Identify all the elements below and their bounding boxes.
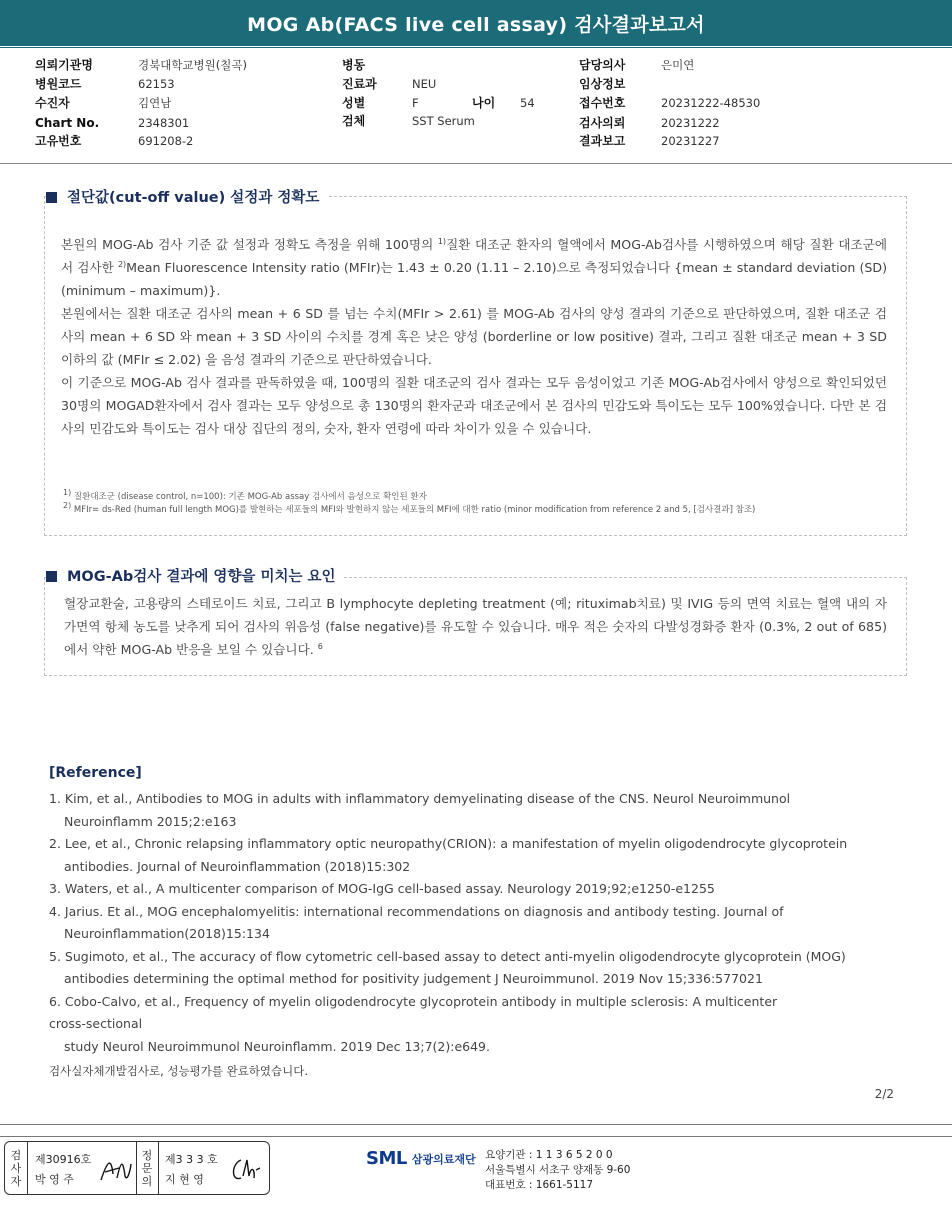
footnote-2 bbox=[63, 501, 756, 517]
reviewer-signature-icon bbox=[227, 1152, 263, 1186]
cutoff-text-1a: 본원의 MOG-Ab 검사 기준 값 설정과 정확도 측정을 위해 100명의 bbox=[61, 237, 438, 252]
org-phone: 대표번호 : 1661-5117 bbox=[485, 1179, 594, 1191]
cutoff-text-1c: Mean Fluorescence Intensity ratio (MFIr)는 1.43 ± 0.20 (1.11 – 2.10)으로 측정되었습니다 {mean ± standard deviation (SD) (minimum – maximum)}. bbox=[61, 260, 887, 298]
section-factors-title-text: MOG-Ab검사 결과에 영향을 미치는 요인 bbox=[67, 569, 336, 585]
reference-item: cross-sectional bbox=[49, 1016, 143, 1031]
signature-box bbox=[4, 1141, 270, 1195]
label-hospital-code: 병원코드 bbox=[35, 77, 82, 91]
footnote-2-text: MFIr= ds-Red (human full length MOG)를 발현하는 세포들의 MFI와 발현하지 않는 세포들의 MFI에 대한 ratio (minor modification from reference 2 and 5, [검사결과] 참조) bbox=[73, 505, 756, 515]
label-unique-no: 고유번호 bbox=[35, 134, 82, 148]
tester-label-char: 검 bbox=[10, 1149, 22, 1162]
signature-divider bbox=[136, 1142, 137, 1194]
value-chart-no: 2348301 bbox=[138, 116, 190, 130]
section-factors-title bbox=[46, 565, 344, 586]
tester-label-char: 자 bbox=[10, 1175, 22, 1188]
reference-item: 5. Sugimoto, et al., The accuracy of flow cytometric cell-based assay to detect anti-myelin oligodendrocyte glycoprotein (MOG) bbox=[49, 948, 846, 964]
value-physician: 은미연 bbox=[661, 58, 695, 72]
reviewer-license-no: 제3 3 3 호 bbox=[165, 1153, 218, 1166]
footer-divider-bottom bbox=[0, 1136, 952, 1137]
value-accession-no: 20231222-48530 bbox=[661, 96, 761, 110]
cutoff-paragraph-2: 본원에서는 질환 대조군 검사의 mean + 6 SD 를 넘는 수치(MFIr > 2.61) 를 MOG-Ab 검사의 양성 결과의 기준으로 판단하였으며, 질환 대조군 검사의 mean + 6 SD 와 mean + 3 SD 사이의 수치를 경계 혹은 낮은 양성 (borderline or low positive) 결과, 그리고 질환 대조군 mean + 3 SD 이하의 값 (MFIr ≤ 2.02) 을 음성 결과의 기준으로 판단하였습니다. bbox=[61, 306, 887, 367]
tester-name: 박 영 주 bbox=[35, 1173, 74, 1186]
footnote-2-mark: 2) bbox=[63, 501, 72, 511]
footer-divider-top bbox=[0, 1124, 952, 1125]
reference-item: 1. Kim, et al., Antibodies to MOG in adults with inflammatory demyelinating disease of the CNS. Neurol Neuroimmunol bbox=[49, 791, 791, 806]
org-name: 삼광의료재단 bbox=[411, 1152, 476, 1166]
tester-license-no: 제30916호 bbox=[35, 1153, 92, 1166]
reference-item: 4. Jarius. Et al., MOG encephalomyelitis: international recommendations on diagnosis and antibody testing. Journal of bbox=[49, 903, 784, 919]
validation-note: 검사실자체개발검사로, 성능평가를 완료하였습니다. bbox=[49, 1064, 309, 1078]
reference-item: study Neurol Neuroimmunol Neuroinflamm. 2019 Dec 13;7(2):e649. bbox=[64, 1038, 490, 1054]
value-unique-no: 691208-2 bbox=[138, 134, 194, 148]
page-number: 2/2 bbox=[874, 1087, 894, 1101]
section-cutoff-title-text: 절단값(cut-off value) 설정과 정확도 bbox=[67, 190, 320, 206]
reference-item: Neuroinflamm 2015;2:e163 bbox=[64, 813, 237, 829]
value-patient: 김연남 bbox=[138, 96, 172, 110]
label-request-date: 검사의뢰 bbox=[579, 116, 626, 130]
label-chart-no: Chart No. bbox=[35, 116, 100, 130]
footnotes bbox=[63, 488, 756, 517]
label-patient: 수진자 bbox=[35, 96, 70, 110]
value-request-date: 20231222 bbox=[661, 116, 720, 130]
cutoff-text-1b: 질환 대조군 환자의 혈액에서 MOG-Ab검사를 시행하였으며 해당 질환 대조군에서 검사한 bbox=[61, 237, 887, 275]
org-info bbox=[485, 1148, 630, 1193]
reference-item: 6. Cobo-Calvo, et al., Frequency of myelin oligodendrocyte glycoprotein antibody in multiple sclerosis: A multicenter bbox=[49, 993, 778, 1009]
footnote-1-mark: 1) bbox=[63, 488, 72, 498]
value-institution: 경북대학교병원(칠곡) bbox=[138, 58, 247, 72]
value-age: 54 bbox=[520, 96, 535, 110]
value-hospital-code: 62153 bbox=[138, 77, 175, 91]
footnote-1 bbox=[63, 488, 755, 504]
reference-item: 2. Lee, et al., Chronic relapsing inflammatory optic neuropathy(CRION): a manifestation of myelin oligodendrocyte glycoprotein bbox=[49, 836, 848, 851]
factors-paragraph bbox=[64, 592, 887, 661]
square-bullet-icon bbox=[46, 571, 57, 582]
org-code: 요양기관 : 1 1 3 6 5 2 0 0 bbox=[485, 1149, 613, 1161]
factors-text: 혈장교환술, 고용량의 스테로이드 치료, 그리고 B lymphocyte depleting treatment (예; rituximab치료) 및 IVIG 등의 면역 치료는 혈액 내의 자가면역 항체 농도를 낮추게 되어 검사의 위음성 (false negative)를 유도할 수 있습니다. 매우 적은 숫자의 다발성경화증 환자 (0.3%, 2 out of 685)에서 약한 MOG-Ab 반응을 보일 수 있습니다. bbox=[64, 596, 887, 657]
reference-item: antibodies. Journal of Neuroinflammation (2018)15:302 bbox=[64, 858, 411, 874]
reference-title: [Reference] bbox=[49, 765, 142, 781]
tester-label bbox=[7, 1149, 25, 1188]
section-factors-body bbox=[64, 592, 887, 661]
label-accession-no: 접수번호 bbox=[579, 96, 626, 110]
org-logo bbox=[366, 1148, 476, 1169]
signature-divider bbox=[158, 1142, 159, 1194]
reference-list bbox=[49, 788, 899, 1058]
reference-item: antibodies determining the optimal method for positivity judgement J Neuroimmunol. 2019 Nov 15;336:577021 bbox=[64, 971, 763, 986]
label-institution: 의뢰기관명 bbox=[35, 58, 93, 72]
report-title bbox=[0, 0, 952, 46]
label-clinical-info: 임상정보 bbox=[579, 77, 626, 91]
value-department: NEU bbox=[412, 77, 437, 91]
square-bullet-icon bbox=[46, 192, 57, 203]
tester-signature-icon bbox=[97, 1152, 133, 1186]
reviewer-name: 지 현 영 bbox=[165, 1173, 204, 1186]
reference-mark-6: 6 bbox=[317, 641, 323, 651]
sml-logo-icon: SML bbox=[366, 1148, 407, 1169]
value-specimen: SST Serum bbox=[412, 114, 475, 128]
label-report-date: 결과보고 bbox=[579, 134, 626, 148]
cutoff-paragraph-3: 이 기준으로 MOG-Ab 검사 결과를 판독하였을 때, 100명의 질환 대조군의 검사 결과는 모두 음성이었고 기존 MOG-Ab검사에서 양성으로 확인되었던 30명의 MOGAD환자에서 검사 결과는 모두 양성으로 총 130명의 환자군과 대조군에서 본 검사의 민감도와 특이도는 모두 100%였습니다. 다만 본 검사의 민감도와 특이도는 검사 대상 집단의 정의, 숫자, 환자 연령에 따라 차이가 있을 수 있습니다. bbox=[61, 375, 887, 436]
org-address: 서울특별시 서초구 양재동 9-60 bbox=[485, 1164, 631, 1176]
value-report-date: 20231227 bbox=[661, 134, 720, 148]
info-divider bbox=[0, 163, 952, 164]
label-physician: 담당의사 bbox=[579, 58, 626, 72]
reference-item: 3. Waters, et al., A multicenter comparison of MOG-IgG cell-based assay. Neurology 2019;92;e1250-e1255 bbox=[49, 881, 715, 896]
label-specimen: 검체 bbox=[342, 114, 366, 128]
reviewer-label-char: 문 bbox=[141, 1162, 153, 1175]
label-department: 진료과 bbox=[342, 77, 377, 91]
label-age: 나이 bbox=[472, 96, 496, 110]
cutoff-paragraph-1 bbox=[61, 233, 887, 302]
footnote-ref-1: 1) bbox=[437, 236, 447, 246]
reviewer-label-char: 정 bbox=[141, 1149, 153, 1162]
value-sex: F bbox=[412, 96, 419, 110]
section-cutoff-title bbox=[46, 186, 327, 207]
report-title-text: MOG Ab(FACS live cell assay) 검사결과보고서 bbox=[247, 13, 705, 36]
reviewer-label-char: 의 bbox=[141, 1175, 153, 1188]
section-cutoff-body bbox=[61, 233, 887, 440]
tester-label-char: 사 bbox=[10, 1162, 22, 1175]
reviewer-label bbox=[138, 1149, 156, 1188]
reference-item: Neuroinflammation(2018)15:134 bbox=[64, 926, 270, 941]
signature-divider bbox=[27, 1142, 28, 1194]
label-sex: 성별 bbox=[342, 96, 366, 110]
label-ward: 병동 bbox=[342, 58, 366, 72]
patient-info bbox=[0, 56, 952, 156]
footnote-1-text: 질환대조군 (disease control, n=100): 기존 MOG-Ab assay 검사에서 음성으로 확인된 환자 bbox=[73, 492, 427, 502]
footnote-ref-2: 2) bbox=[117, 259, 127, 269]
